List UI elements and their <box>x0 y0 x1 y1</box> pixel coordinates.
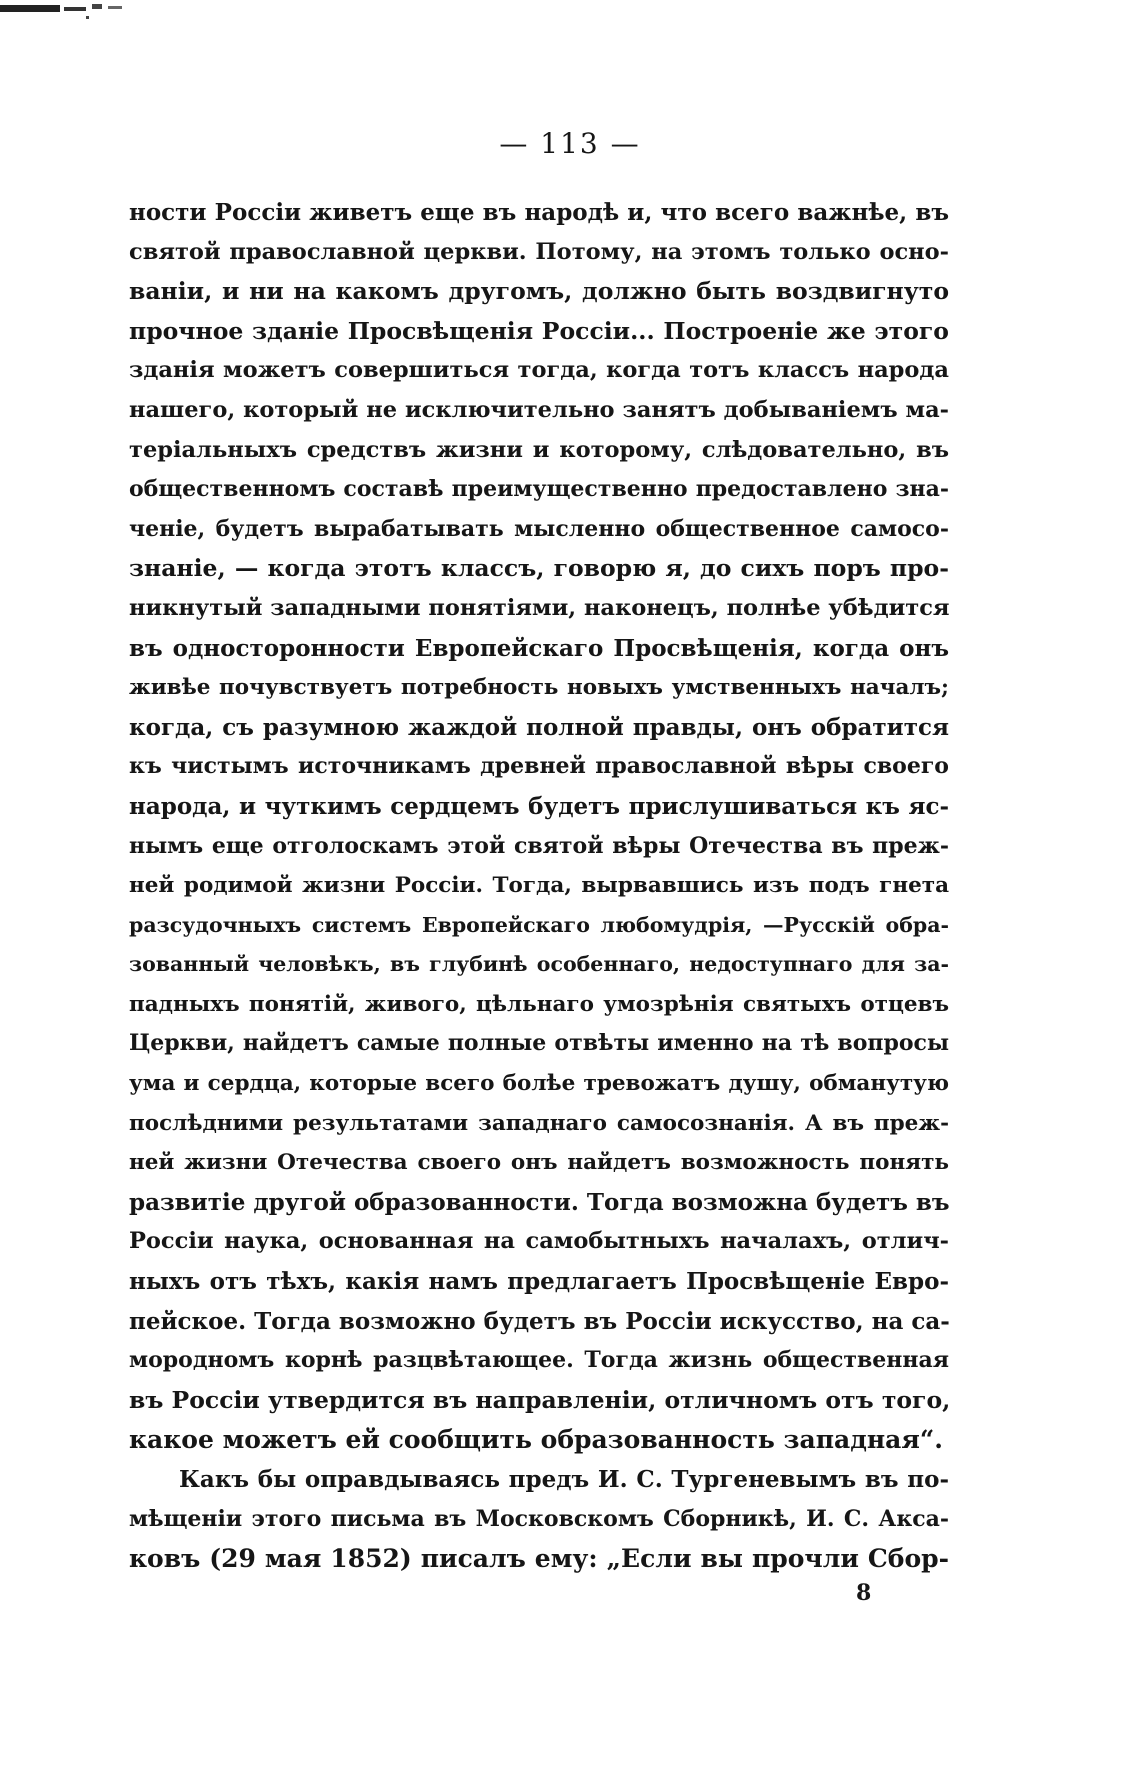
text-line: ней родимой жизни Россіи. Тогда, вырвавшись изъ подъ гнета <box>129 873 949 899</box>
text-line: ума и сердца, которые всего болѣе тревожатъ душу, обманутую <box>129 1071 949 1097</box>
text-line: пейское. Тогда возможно будетъ въ Россіи искусство, на са- <box>129 1307 950 1335</box>
text-line: теріальныхъ средствъ жизни и которому, слѣдовательно, въ <box>129 436 949 463</box>
text-line: ваніи, и ни на какомъ другомъ, должно быть воздвигнуто <box>129 277 949 306</box>
text-line: Церкви, найдетъ самые полные отвѣты именно на тѣ вопросы <box>129 1030 949 1057</box>
text-line: Россіи наука, основанная на самобытныхъ началахъ, отлич- <box>129 1228 949 1255</box>
text-line: общественномъ составѣ преимущественно предоставлено зна- <box>129 476 949 503</box>
text-line: Какъ бы оправдываясь предъ И. С. Тургеневымъ въ по- <box>179 1466 949 1493</box>
text-line: святой православной церкви. Потому, на этомъ только осно- <box>129 238 949 265</box>
scan-edge-mark <box>0 0 130 22</box>
text-line: ныхъ отъ тѣхъ, какія намъ предлагаетъ Просвѣщеніе Евро- <box>129 1268 949 1296</box>
text-line: развитіе другой образованности. Тогда возможна будетъ въ <box>129 1188 950 1216</box>
text-line: ченіе, будетъ вырабатывать мысленно общественное самосо- <box>129 515 949 542</box>
text-line: знаніе, — когда этотъ классъ, говорю я, до сихъ поръ про- <box>129 554 949 583</box>
text-line: разсудочныхъ системъ Европейскаго любомудрія, —Русскій обра- <box>129 912 949 937</box>
text-line: въ Россіи утвердится въ направленіи, отличномъ отъ того, <box>129 1385 951 1414</box>
text-line: послѣдними результатами западнаго самосознанія. А въ преж- <box>129 1110 949 1136</box>
page-number: — 113 — <box>499 127 641 160</box>
text-line: прочное зданіе Просвѣщенія Россіи... Построеніе же этого <box>129 316 949 345</box>
text-line: когда, съ разумною жаждой полной правды, онъ обратится <box>129 713 949 741</box>
text-line: народа, и чуткимъ сердцемъ будетъ прислушиваться къ яс- <box>129 792 949 820</box>
text-line: какое можетъ ей сообщить образованность западная“. <box>129 1425 943 1455</box>
text-line: въ односторонности Европейскаго Просвѣщенія, когда онъ <box>129 634 949 662</box>
text-line: живѣе почувствуетъ потребность новыхъ умственныхъ началъ; <box>129 675 949 701</box>
text-line: мѣщеніи этого письма въ Московскомъ Сборникѣ, И. С. Акса- <box>129 1505 949 1532</box>
signature-mark: 8 <box>856 1580 872 1606</box>
body-text <box>129 193 949 1579</box>
text-line: никнутый западными понятіями, наконецъ, полнѣе убѣдится <box>129 594 950 621</box>
text-line: зованный человѣкъ, въ глубинѣ особеннаго, недоступнаго для за- <box>129 952 949 977</box>
text-line: нымъ еще отголоскамъ этой святой вѣры Отечества въ преж- <box>129 832 949 859</box>
text-line: зданія можетъ совершиться тогда, когда тотъ классъ народа <box>129 357 949 384</box>
text-line: падныхъ понятій, живого, цѣльнаго умозрѣнія святыхъ отцевъ <box>129 991 949 1017</box>
text-line: ности Россіи живетъ еще въ народѣ и, что всего важнѣе, въ <box>129 199 949 226</box>
text-line: ней жизни Отечества своего онъ найдетъ возможность понять <box>129 1150 949 1176</box>
text-line: къ чистымъ источникамъ древней православной вѣры своего <box>129 753 949 780</box>
text-line: ковъ (29 мая 1852) писалъ ему: „Если вы прочли Сбор- <box>129 1544 949 1574</box>
text-line: мородномъ корнѣ разцвѣтающее. Тогда жизнь общественная <box>129 1347 949 1374</box>
text-line: нашего, который не исключительно занятъ добываніемъ ма- <box>129 396 949 423</box>
